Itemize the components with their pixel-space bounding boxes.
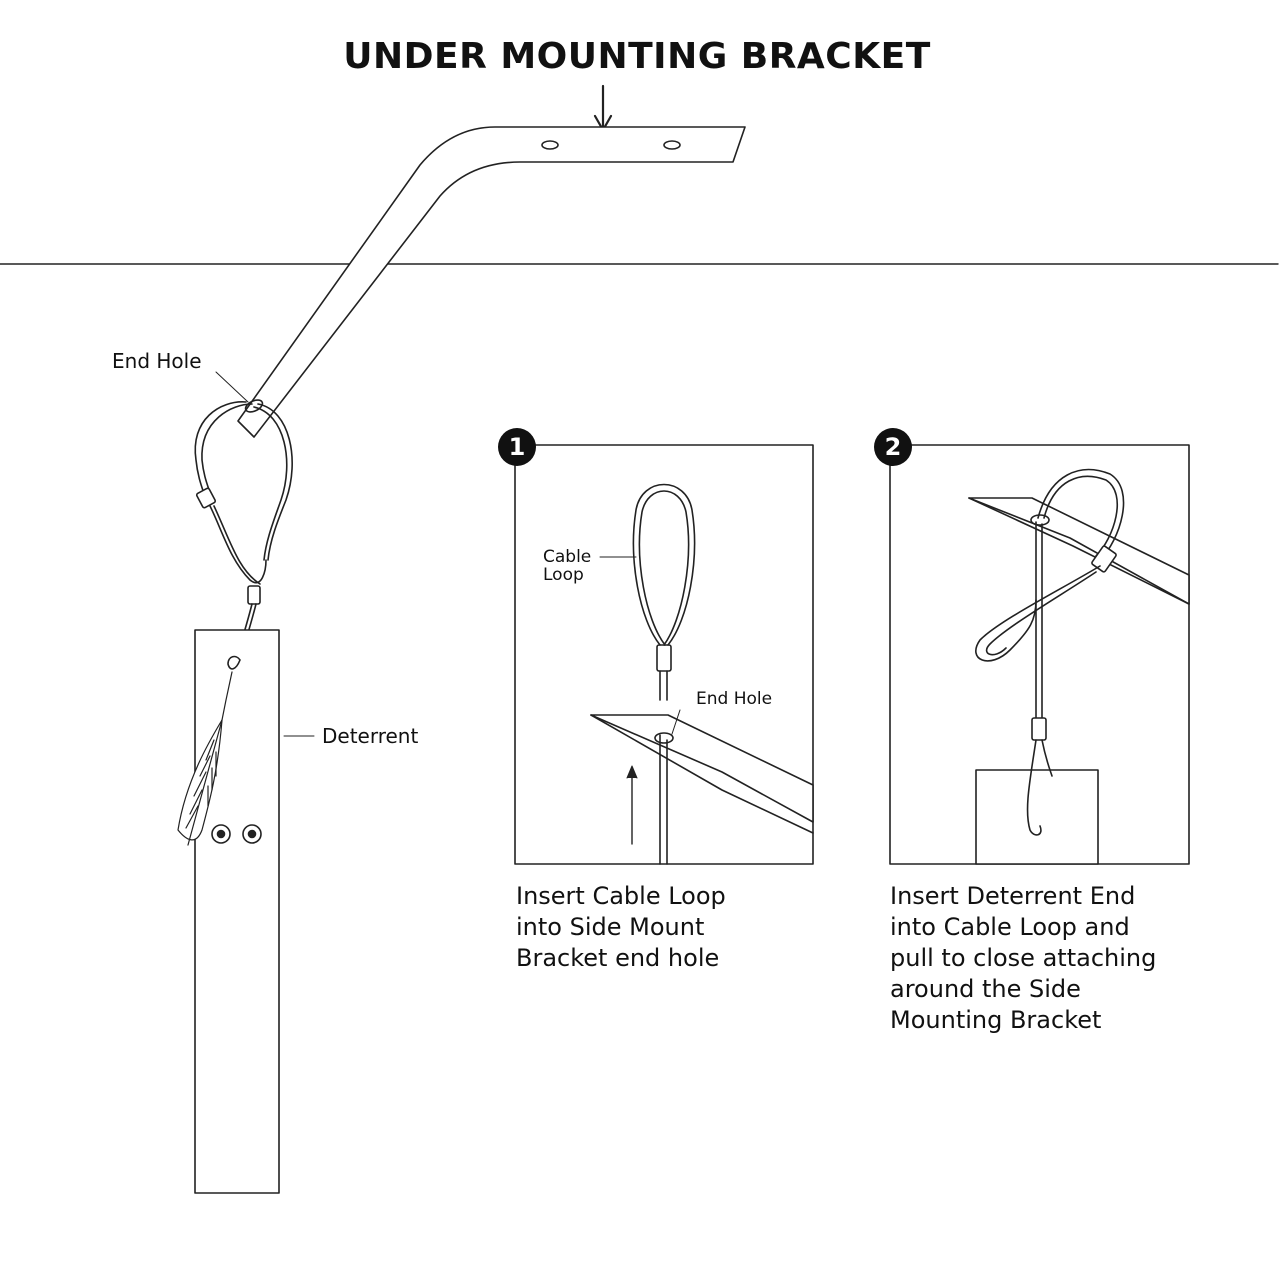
step2-caption-line: pull to close attaching	[890, 944, 1157, 972]
step1-caption-line: into Side Mount	[516, 913, 705, 941]
step2-caption	[890, 881, 1156, 1036]
step2-caption-line: Insert Deterrent End	[890, 882, 1136, 910]
diagram-title: UNDER MOUNTING BRACKET	[343, 36, 931, 77]
end-hole-label: End Hole	[112, 349, 202, 373]
main-cable-loop	[195, 402, 292, 660]
step2-panel	[890, 445, 1189, 864]
step1-cable-loop-label-line1: Cable	[543, 547, 592, 567]
deterrent-body	[195, 630, 279, 1193]
step1-end-hole-label: End Hole	[696, 689, 773, 709]
deterrent-label: Deterrent	[322, 724, 419, 748]
step1-caption-line: Bracket end hole	[516, 944, 720, 972]
step1-panel	[515, 445, 813, 864]
step2-caption-line: into Cable Loop and	[890, 913, 1130, 941]
step1-number-badge: 1	[498, 428, 536, 466]
title-arrow-icon	[595, 86, 611, 130]
step1-caption	[516, 881, 726, 974]
mounting-bracket	[238, 127, 745, 437]
step2-caption-line: Mounting Bracket	[890, 1006, 1102, 1034]
step1-caption-line: Insert Cable Loop	[516, 882, 726, 910]
step2-caption-line: around the Side	[890, 975, 1081, 1003]
end-hole-leader	[216, 372, 248, 402]
step2-number-badge: 2	[874, 428, 912, 466]
step1-cable-loop-label-line2: Loop	[543, 565, 584, 585]
